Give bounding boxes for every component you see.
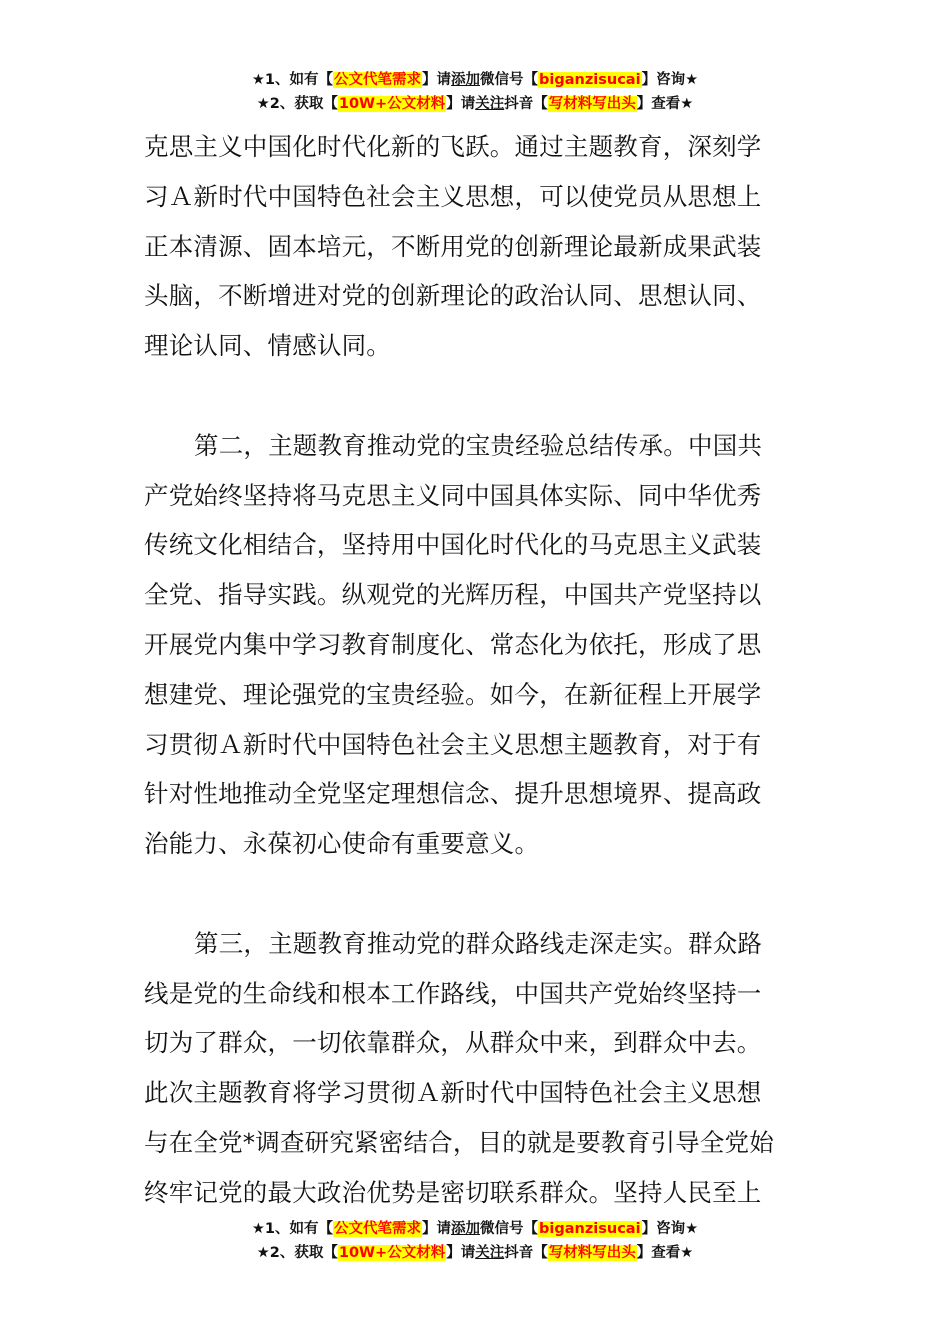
banner-text: 1、如有【: [264, 1221, 334, 1237]
text-line: 正本清源、固本培元，不断用党的创新理论最新成果武装: [144, 231, 762, 261]
text-line: 治能力、永葆初心使命有重要意义。: [144, 829, 540, 859]
banner-text: 】请: [446, 1245, 476, 1261]
text-line: 想建党、理论强党的宝贵经验。如今，在新征程上开展学: [144, 679, 762, 709]
banner-text: 】请: [422, 72, 452, 88]
highlight-douyin: 写材料写出头: [548, 96, 636, 112]
banner-text: 2、获取【: [269, 1245, 338, 1261]
text-line: 第二，主题教育推动党的宝贵经验总结传承。中国共: [194, 430, 763, 460]
text-line: 此次主题教育将学习贯彻Ａ新时代中国特色社会主义思想: [144, 1078, 762, 1108]
underlined-text: 添加: [451, 72, 481, 88]
highlight-wechat-id: biganzisucai: [539, 1221, 641, 1237]
highlight-service: 公文代笔需求: [334, 1221, 422, 1237]
text-line: 终牢记党的最大政治优势是密切联系群众。坚持人民至上: [144, 1177, 762, 1207]
banner-text: 抖音【: [504, 96, 548, 112]
banner-line-2: [0, 92, 950, 116]
text-line: 头脑，不断增进对党的创新理论的政治认同、思想认同、: [144, 281, 762, 311]
text-line: 切为了群众，一切依靠群众，从群众中来，到群众中去。: [144, 1028, 762, 1058]
text-line: 传统文化相结合，坚持用中国化时代化的马克思主义武装: [144, 530, 762, 560]
highlight-materials: 10W+公文材料: [338, 96, 446, 112]
banner-line-1: [0, 68, 950, 92]
text-line: 线是党的生命线和根本工作路线，中国共产党始终坚持一: [144, 978, 762, 1008]
banner-text: 】请: [446, 96, 476, 112]
paragraph-gap: [144, 371, 812, 421]
banner-text: 抖音【: [504, 1245, 548, 1261]
highlight-materials: 10W+公文材料: [338, 1245, 446, 1261]
banner-text: 微信号【: [480, 1221, 539, 1237]
highlight-service: 公文代笔需求: [334, 72, 422, 88]
star-icon: ★: [256, 1245, 270, 1261]
banner-text: 2、获取【: [269, 96, 338, 112]
paragraph-1: [144, 122, 812, 371]
star-icon: ★: [251, 1221, 265, 1237]
banner-text: 】查看★: [636, 96, 694, 112]
paragraph-gap: [144, 869, 812, 919]
text-line: 第三，主题教育推动党的群众路线走深走实。群众路: [194, 928, 763, 958]
star-icon: ★: [256, 96, 270, 112]
banner-text: 】查看★: [636, 1245, 694, 1261]
banner-text: 微信号【: [480, 72, 539, 88]
banner-line-1: [0, 1217, 950, 1241]
banner-text: 】咨询★: [641, 1221, 699, 1237]
text-line: 与在全党*调查研究紧密结合，目的就是要教育引导全党始: [144, 1127, 774, 1157]
highlight-wechat-id: biganzisucai: [539, 72, 641, 88]
paragraph-3: [144, 919, 812, 1218]
underlined-text: 关注: [475, 1245, 505, 1261]
header-banner: [0, 68, 950, 116]
text-line: 习Ａ新时代中国特色社会主义思想，可以使党员从思想上: [144, 181, 762, 211]
underlined-text: 添加: [451, 1221, 481, 1237]
text-line: 针对性地推动全党坚定理想信念、提升思想境界、提高政: [144, 779, 762, 809]
paragraph-2: [144, 421, 812, 869]
text-line: 全党、指导实践。纵观党的光辉历程，中国共产党坚持以: [144, 580, 762, 610]
text-line: 理论认同、情感认同。: [144, 331, 391, 361]
text-line: 开展党内集中学习教育制度化、常态化为依托，形成了思: [144, 629, 762, 659]
highlight-douyin: 写材料写出头: [548, 1245, 636, 1261]
banner-text: 1、如有【: [264, 72, 334, 88]
banner-line-2: [0, 1241, 950, 1265]
banner-text: 】咨询★: [641, 72, 699, 88]
star-icon: ★: [251, 72, 265, 88]
text-line: 产党始终坚持将马克思主义同中国具体实际、同中华优秀: [144, 480, 762, 510]
footer-banner: [0, 1217, 950, 1265]
banner-text: 】请: [422, 1221, 452, 1237]
text-line: 习贯彻Ａ新时代中国特色社会主义思想主题教育，对于有: [144, 729, 762, 759]
text-line: 克思主义中国化时代化新的飞跃。通过主题教育，深刻学: [144, 132, 762, 161]
document-body: [144, 122, 812, 1218]
underlined-text: 关注: [475, 96, 505, 112]
